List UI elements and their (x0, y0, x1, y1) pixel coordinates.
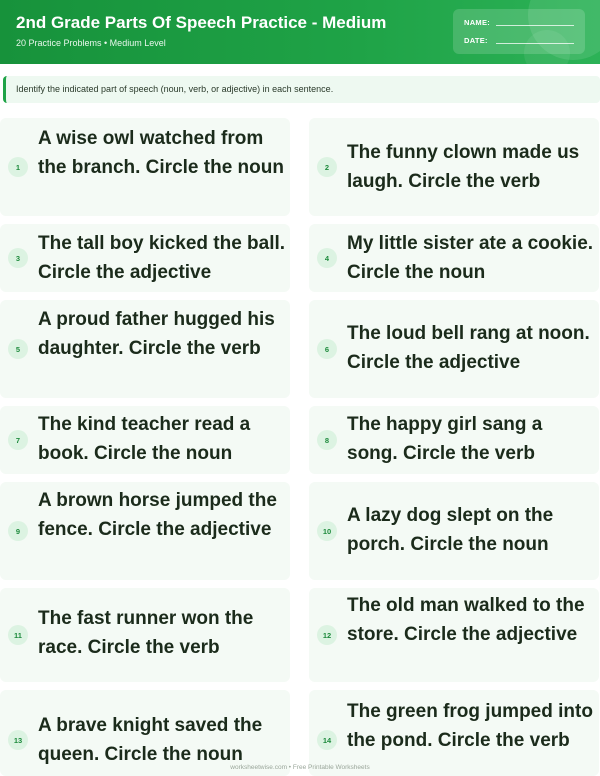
problem-number: 1 (8, 157, 28, 177)
problem-text: The old man walked to the store. Circle the adjective (347, 595, 585, 645)
problem-card (0, 224, 290, 292)
problem-card (309, 300, 599, 398)
problem-text: The funny clown made us laugh. Circle the verb (347, 142, 580, 192)
problem-number: 3 (8, 248, 28, 268)
problem-number: 4 (317, 248, 337, 268)
problem-number: 14 (317, 730, 337, 750)
problem-text: The happy girl sang a song. Circle the verb (347, 414, 543, 464)
problem-text: The loud bell rang at noon. Circle the adjective (347, 323, 590, 373)
problem-card (0, 482, 290, 580)
problem-number: 6 (317, 339, 337, 359)
problem-text: A wise owl watched from the branch. Circle the noun (38, 128, 284, 178)
problem-card (309, 482, 599, 580)
date-label: DATE: (464, 36, 488, 45)
problem-number: 5 (8, 339, 28, 359)
problem-number: 9 (8, 521, 28, 541)
problem-number: 8 (317, 430, 337, 450)
problem-card (309, 406, 599, 474)
problem-card (309, 224, 599, 292)
worksheet-title: 2nd Grade Parts Of Speech Practice - Medium (16, 13, 387, 32)
worksheet-header (0, 0, 600, 64)
problem-text: The green frog jumped into the pond. Circle the verb (347, 701, 593, 751)
problem-text: A brave knight saved the queen. Circle the noun (38, 715, 263, 765)
instructions-banner: Identify the indicated part of speech (noun, verb, or adjective) in each sentence. (3, 76, 600, 103)
name-line (496, 25, 574, 26)
problem-text: My little sister ate a cookie. Circle the noun (347, 233, 594, 283)
problem-card (309, 588, 599, 682)
problem-text: A lazy dog slept on the porch. Circle the noun (347, 505, 554, 555)
name-label: NAME: (464, 18, 491, 27)
date-line (496, 43, 574, 44)
problem-number: 7 (8, 430, 28, 450)
problem-card (0, 300, 290, 398)
name-date-box (453, 9, 585, 54)
problem-text: The kind teacher read a book. Circle the noun (38, 414, 251, 464)
problem-number: 2 (317, 157, 337, 177)
problem-text: The fast runner won the race. Circle the verb (38, 608, 254, 658)
problem-text: The tall boy kicked the ball. Circle the adjective (38, 233, 286, 283)
problem-text: A brown horse jumped the fence. Circle the adjective (38, 490, 277, 540)
problem-text: A proud father hugged his daughter. Circle the verb (38, 309, 275, 359)
problem-number: 12 (317, 625, 337, 645)
worksheet-subtitle: 20 Practice Problems • Medium Level (16, 38, 166, 48)
footer-credit: worksheetwise.com • Free Printable Worksheets (230, 764, 370, 771)
problem-card (309, 118, 599, 216)
problem-number: 10 (317, 521, 337, 541)
problem-card (0, 406, 290, 474)
problem-card (0, 118, 290, 216)
problem-number: 13 (8, 730, 28, 750)
problem-number: 11 (8, 625, 28, 645)
problem-card (0, 588, 290, 682)
